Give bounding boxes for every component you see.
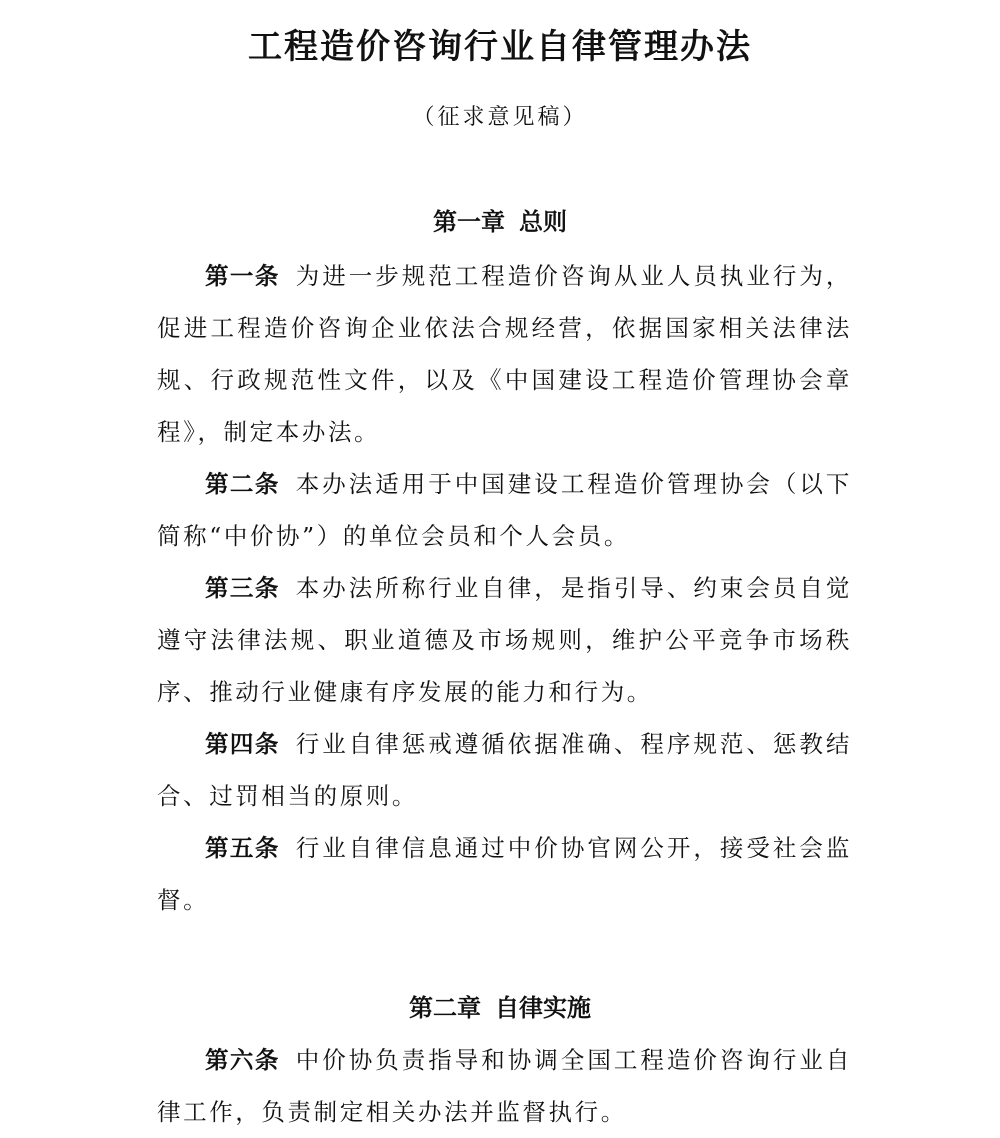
article-2 bbox=[157, 458, 852, 562]
article-text: 本办法适用于中国建设工程造价管理协会（以下简称“中价协”）的单位会员和个人会员。 bbox=[157, 470, 852, 550]
document-subtitle: （征求意见稿） bbox=[412, 105, 588, 130]
document-title: 工程造价咨询行业自律管理办法 bbox=[248, 27, 752, 67]
chapter-number: 第二章 bbox=[409, 994, 481, 1022]
chapter-heading-1 bbox=[0, 202, 1000, 242]
article-6 bbox=[157, 1034, 852, 1138]
article-number: 第四条 bbox=[205, 730, 280, 758]
chapter-title: 自律实施 bbox=[495, 994, 591, 1022]
article-number: 第一条 bbox=[205, 262, 280, 290]
article-number: 第三条 bbox=[205, 574, 280, 602]
article-4 bbox=[157, 718, 852, 822]
article-number: 第六条 bbox=[205, 1046, 280, 1074]
article-text: 行业自律惩戒遵循依据准确、程序规范、惩教结合、过罚相当的原则。 bbox=[157, 730, 852, 810]
article-5 bbox=[157, 822, 852, 926]
chapter-title: 总则 bbox=[519, 208, 567, 236]
article-text: 中价协负责指导和协调全国工程造价咨询行业自律工作，负责制定相关办法并监督执行。 bbox=[157, 1046, 852, 1126]
article-text: 行业自律信息通过中价协官网公开，接受社会监督。 bbox=[157, 834, 852, 914]
article-3 bbox=[157, 562, 852, 718]
chapter-number: 第一章 bbox=[433, 208, 505, 236]
article-number: 第二条 bbox=[205, 470, 280, 498]
article-text: 为进一步规范工程造价咨询从业人员执业行为，促进工程造价咨询企业依法合规经营，依据国家相关法律法规、行政规范性文件，以及《中国建设工程造价管理协会章程》，制定本办法。 bbox=[157, 262, 852, 446]
article-number: 第五条 bbox=[205, 834, 280, 862]
article-text: 本办法所称行业自律，是指引导、约束会员自觉遵守法律法规、职业道德及市场规则，维护公平竞争市场秩序、推动行业健康有序发展的能力和行为。 bbox=[157, 574, 852, 706]
chapter-heading-2 bbox=[0, 988, 1000, 1028]
article-1 bbox=[157, 250, 852, 458]
